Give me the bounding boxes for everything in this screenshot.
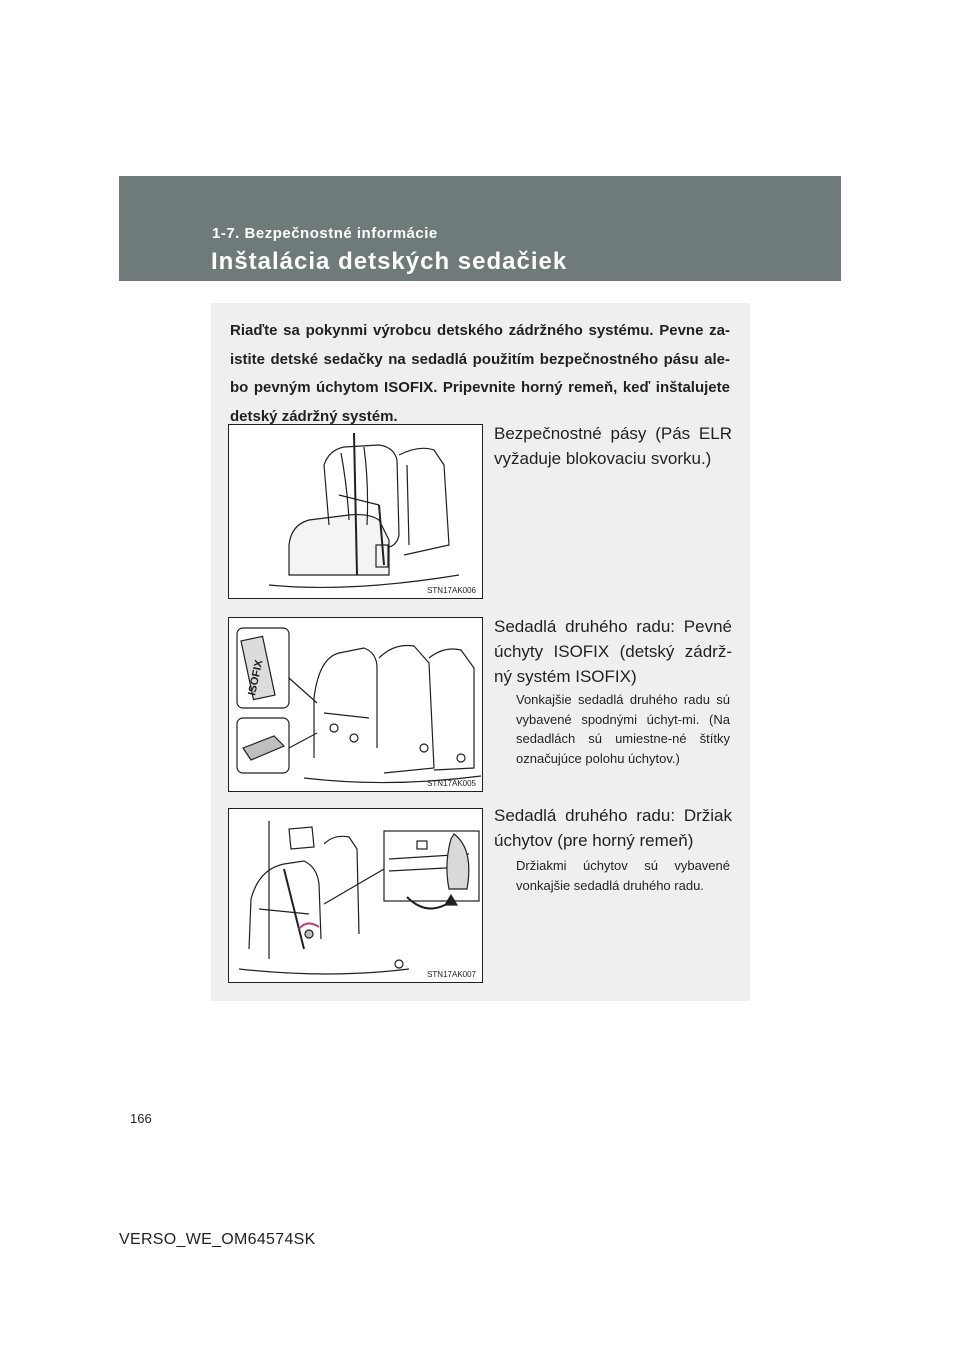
top-tether-illustration — [229, 809, 482, 982]
isofix-illustration — [229, 618, 482, 791]
content-box — [211, 303, 750, 1001]
isofix-label: ISOFIX — [246, 658, 266, 697]
section-label: 1-7. Bezpečnostné informácie — [212, 225, 438, 242]
intro-text: Riaďte sa pokynmi výrobcu detského zádržného systému. Pevne za-istite detské sedačky na sedadlá použitím bezpečnostného pásu ale-bo pevným úchytom ISOFIX. Pripevnite horný remeň, keď inštalujete detský zádržný systém. — [230, 322, 730, 425]
figure-code: STN17AK007 — [427, 970, 476, 979]
item-title-seat-belt: Bezpečnostné pásy (Pás ELR vyžaduje blokovaciu svorku.) — [494, 424, 732, 468]
header-band — [119, 176, 841, 281]
item-title-isofix: Sedadlá druhého radu: Pevné úchyty ISOFIX (detský zádrž-ný systém ISOFIX) — [494, 617, 732, 686]
item-note-isofix: Vonkajšie sedadlá druhého radu sú vybavené spodnými úchyt-mi. (Na sedadlách sú umiestne-né štítky označujúce polohu úchytov.) — [516, 692, 730, 766]
item-note-top-tether: Držiakmi úchytov sú vybavené vonkajšie sedadlá druhého radu. — [516, 858, 730, 893]
figure-seat-belt — [228, 424, 483, 599]
page-number: 166 — [130, 1111, 152, 1126]
figure-top-tether — [228, 808, 483, 983]
figure-code: STN17AK006 — [427, 586, 476, 595]
figure-code: STN17AK005 — [427, 779, 476, 788]
child-seat-belt-illustration — [229, 425, 482, 598]
doc-code: VERSO_WE_OM64574SK — [119, 1231, 316, 1248]
figure-isofix — [228, 617, 483, 792]
item-title-top-tether: Sedadlá druhého radu: Držiak úchytov (pre horný remeň) — [494, 806, 732, 850]
page-title: Inštalácia detských sedačiek — [211, 248, 568, 275]
